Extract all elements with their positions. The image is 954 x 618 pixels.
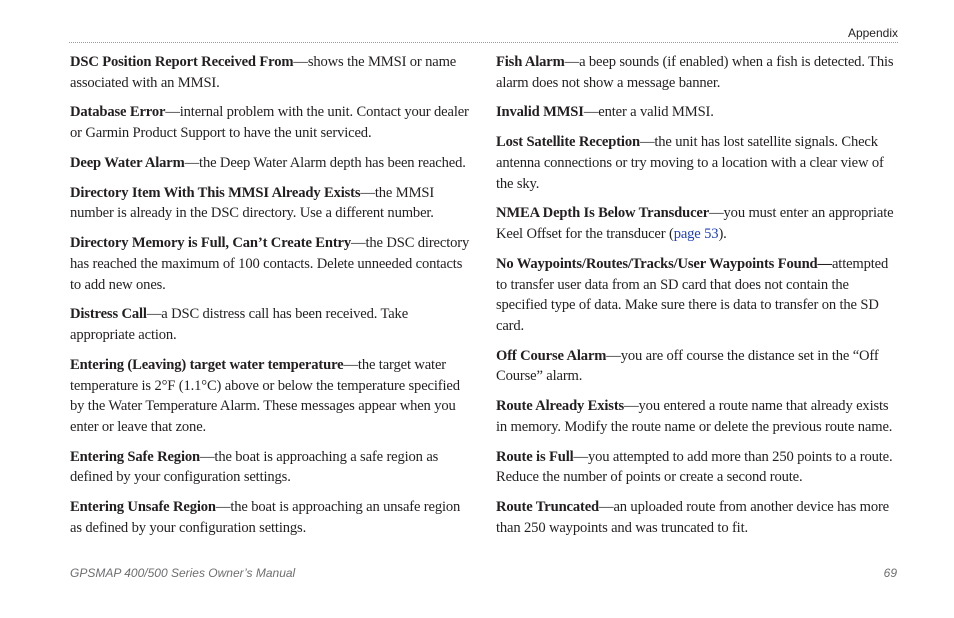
message-term: DSC Position Report Received From (70, 54, 294, 70)
message-description: attempted to transfer user data from an SD card that does not contain the specified type of data. Make sure there is data to transfer on the SD card. (496, 255, 889, 334)
message-entry-lost-satellite (496, 132, 898, 194)
message-description: —the MMSI number is already in the DSC directory. Use a different number. (70, 184, 435, 222)
message-entry (70, 183, 472, 224)
message-term: Fish Alarm (496, 54, 565, 70)
message-entry (70, 355, 472, 437)
message-entry-off-course (496, 346, 898, 387)
message-term: NMEA Depth Is Below Transducer (496, 205, 710, 222)
message-entry-no-waypoints (496, 254, 898, 336)
message-entry-route-exists (496, 396, 898, 437)
message-description: —the Deep Water Alarm depth has been reached. (184, 154, 466, 171)
message-term: Entering Safe Region (70, 448, 200, 465)
message-term: Deep Water Alarm (70, 154, 185, 171)
header-divider (69, 42, 898, 43)
message-term: Distress Call (70, 306, 147, 323)
message-description: —the boat is approaching a safe region as defined by your configuration settings. (70, 448, 439, 486)
message-description: —the target water temperature is 2°F (1.1°C) above or below the temperature specified by the Water Temperature Alarm. These messages appear when you enter or leave that zone. (70, 356, 460, 435)
message-entry-route-full (496, 447, 898, 488)
message-description: —you must enter an appropriate Keel Offset for the transducer ( (496, 205, 894, 243)
message-description-end: ). (718, 226, 727, 243)
message-term: No Waypoints/Routes/Tracks/User Waypoints Found— (496, 255, 832, 272)
message-entry (70, 233, 472, 295)
manual-title: GPSMAP 400/500 Series Owner’s Manual (70, 566, 296, 580)
message-term: Route Already Exists (496, 398, 625, 415)
page-number: 69 (883, 566, 897, 580)
message-description: —internal problem with the unit. Contact your dealer or Garmin Product Support to have the unit serviced. (70, 104, 469, 142)
message-term: Entering Unsafe Region (70, 499, 216, 516)
message-description: —a beep sounds (if enabled) when a fish is detected. This alarm does not show a message banner. (496, 54, 894, 91)
message-term: Off Course Alarm (496, 347, 607, 364)
message-entry-route-truncated (496, 497, 898, 538)
message-term: Route Truncated (496, 499, 600, 516)
message-description: —the boat is approaching an unsafe region as defined by your configuration settings. (70, 499, 461, 536)
message-description: —the unit has lost satellite signals. Check antenna connections or try moving to a location with a clear view of the sky. (496, 134, 884, 192)
message-term: Directory Memory is Full, Can’t Create Entry (70, 235, 352, 252)
message-term: Lost Satellite Reception (496, 134, 640, 151)
message-description: —you are off course the distance set in the “Off Course” alarm. (496, 347, 879, 385)
message-term: Directory Item With This MMSI Already Exists (70, 184, 361, 201)
message-entry (70, 102, 472, 143)
message-description: —you entered a route name that already exists in memory. Modify the route name or delete the previous route name. (496, 398, 893, 435)
message-description: —you attempted to add more than 250 points to a route. Reduce the number of points or create a second route. (496, 448, 893, 486)
message-entry (70, 304, 472, 345)
message-entry (70, 447, 472, 488)
left-column (70, 52, 472, 548)
right-column (496, 52, 898, 548)
message-description: —shows the MMSI or name associated with an MMSI. (70, 54, 457, 91)
message-entry (70, 153, 472, 174)
message-term: Entering (Leaving) target water temperature (70, 356, 344, 373)
message-description: —the DSC directory has reached the maximum of 100 contacts. Delete unneeded contacts to add new ones. (70, 235, 470, 293)
page-reference-link[interactable]: page 53 (673, 226, 719, 243)
message-entry (70, 497, 472, 538)
message-entry-nmea-depth (496, 203, 898, 244)
message-term: Invalid MMSI (496, 104, 584, 121)
message-term: Route is Full (496, 448, 574, 465)
message-description: —enter a valid MMSI. (583, 104, 714, 121)
message-term: Database Error (70, 104, 166, 121)
message-description: —a DSC distress call has been received. Take appropriate action. (70, 306, 409, 344)
message-entry-invalid-mmsi (496, 102, 898, 123)
message-entry (70, 52, 472, 93)
section-header: Appendix (847, 26, 898, 40)
message-description: —an uploaded route from another device has more than 250 waypoints and was truncated to fit. (496, 499, 890, 536)
message-entry-fish-alarm (496, 52, 898, 93)
